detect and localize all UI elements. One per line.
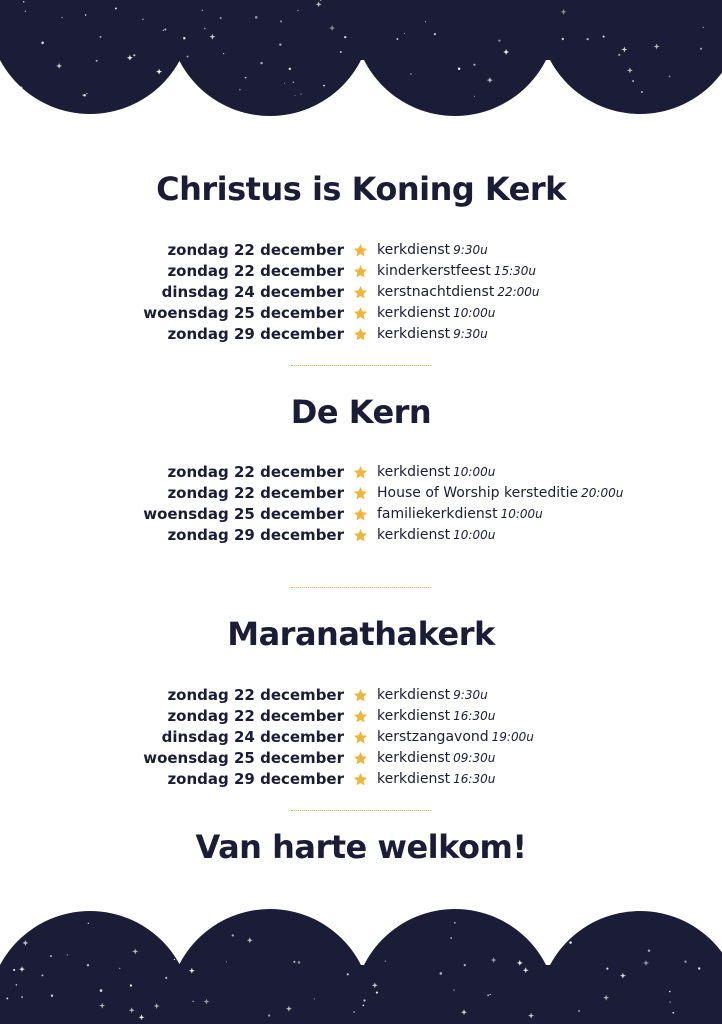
schedule-row <box>0 525 722 546</box>
service-name: kerkdienst <box>377 326 451 342</box>
service-event <box>377 483 623 504</box>
star-icon <box>353 285 368 300</box>
schedule-row <box>0 706 722 727</box>
star-icon <box>353 243 368 258</box>
star-icon <box>353 507 368 522</box>
service-day: zondag 29 december <box>167 325 344 343</box>
section-title-christus-is-koning-kerk: Christus is Koning Kerk <box>156 170 566 208</box>
service-time: 16:30u <box>453 709 496 723</box>
service-day: zondag 22 december <box>167 484 344 502</box>
section-title-maranathakerk: Maranathakerk <box>227 615 495 653</box>
service-name: kerkdienst <box>377 305 451 321</box>
service-day: zondag 29 december <box>167 526 344 544</box>
schedule-row <box>0 282 722 303</box>
schedule-row <box>0 483 722 504</box>
service-day: woensdag 25 december <box>143 749 344 767</box>
star-icon <box>353 772 368 787</box>
service-time: 10:00u <box>500 507 543 521</box>
service-time: 9:30u <box>453 327 488 341</box>
service-time: 16:30u <box>453 772 496 786</box>
starry-sky-bottom-decoration <box>0 905 722 1024</box>
star-icon <box>353 264 368 279</box>
schedule-row <box>0 769 722 790</box>
dotted-divider <box>291 365 431 366</box>
service-name: kerkdienst <box>377 687 451 703</box>
service-event <box>377 706 495 727</box>
service-day: zondag 22 december <box>167 707 344 725</box>
star-icon <box>353 730 368 745</box>
schedule-row <box>0 727 722 748</box>
schedule-row <box>0 261 722 282</box>
service-name: kerkdienst <box>377 750 451 766</box>
schedule-row <box>0 462 722 483</box>
service-time: 22:00u <box>497 285 540 299</box>
service-name: kerkdienst <box>377 242 451 258</box>
schedule-row <box>0 748 722 769</box>
service-day: woensdag 25 december <box>143 304 344 322</box>
service-event <box>377 727 534 748</box>
service-event <box>377 685 488 706</box>
service-day: zondag 29 december <box>167 770 344 788</box>
service-event <box>377 282 540 303</box>
dotted-divider <box>291 810 431 811</box>
service-day: zondag 22 december <box>167 262 344 280</box>
service-name: kerkdienst <box>377 708 451 724</box>
star-icon <box>353 486 368 501</box>
schedule-row <box>0 685 722 706</box>
star-icon <box>353 688 368 703</box>
star-icon <box>353 528 368 543</box>
service-time: 20:00u <box>581 486 624 500</box>
service-name: kerkdienst <box>377 464 451 480</box>
star-icon <box>353 751 368 766</box>
service-day: zondag 22 december <box>167 686 344 704</box>
service-event <box>377 324 488 345</box>
service-day: zondag 22 december <box>167 241 344 259</box>
service-event <box>377 769 495 790</box>
star-icon <box>353 327 368 342</box>
star-icon <box>353 306 368 321</box>
service-name: familiekerkdienst <box>377 506 498 522</box>
service-day: dinsdag 24 december <box>161 728 344 746</box>
service-name: kinderkerstfeest <box>377 263 491 279</box>
schedule-row <box>0 324 722 345</box>
service-event <box>377 525 495 546</box>
service-name: kerstzangavond <box>377 729 489 745</box>
service-time: 15:30u <box>493 264 537 278</box>
service-time: 10:00u <box>453 465 496 479</box>
service-day: zondag 22 december <box>167 463 344 481</box>
service-event <box>377 303 495 324</box>
star-icon <box>353 709 368 724</box>
star-icon <box>353 465 368 480</box>
service-day: dinsdag 24 december <box>161 283 344 301</box>
service-time: 10:00u <box>453 528 496 542</box>
service-time: 9:30u <box>453 688 488 702</box>
service-time: 9:30u <box>453 243 488 257</box>
welcome-message: Van harte welkom! <box>195 828 527 866</box>
service-time: 10:00u <box>453 306 496 320</box>
schedule-row <box>0 240 722 261</box>
service-name: kerstnachtdienst <box>377 284 495 300</box>
service-name: kerkdienst <box>377 527 451 543</box>
service-time: 19:00u <box>491 730 534 744</box>
service-name: House of Worship kersteditie <box>377 485 579 501</box>
service-day: woensdag 25 december <box>143 505 344 523</box>
schedule-row <box>0 303 722 324</box>
service-event <box>377 240 488 261</box>
service-event <box>377 748 495 769</box>
service-time: 09:30u <box>453 751 496 765</box>
service-name: kerkdienst <box>377 771 451 787</box>
service-event <box>377 261 536 282</box>
service-event <box>377 504 543 525</box>
section-title-de-kern: De Kern <box>290 393 432 431</box>
dotted-divider <box>291 587 431 588</box>
service-event <box>377 462 495 483</box>
schedule-row <box>0 504 722 525</box>
starry-sky-top-decoration <box>0 0 722 120</box>
